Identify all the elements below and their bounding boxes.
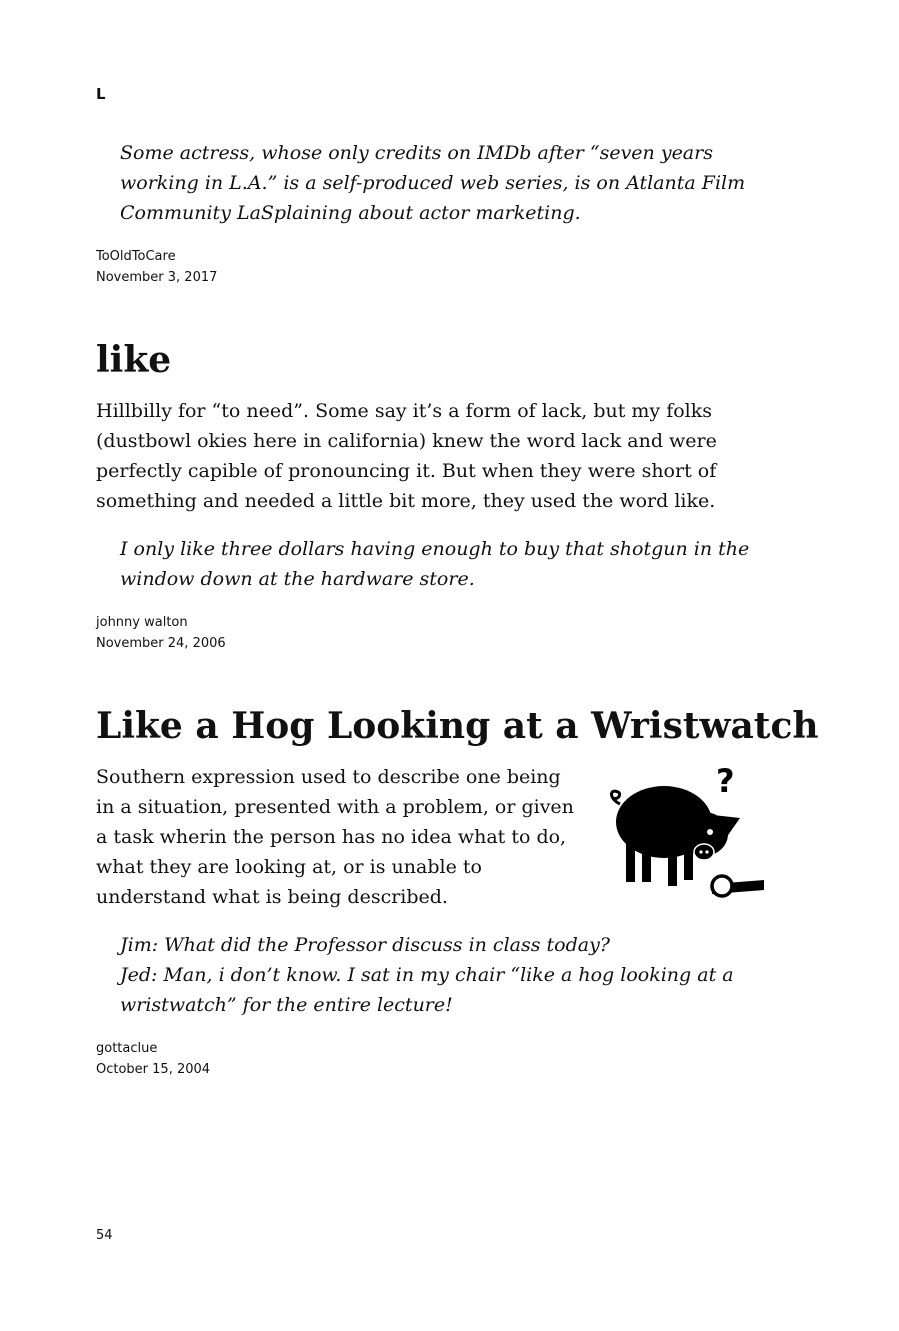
example-line: Community LaSplaining about actor marketing. (120, 202, 581, 224)
definition (96, 762, 574, 912)
headword: like (96, 339, 172, 381)
example-quote (120, 138, 760, 228)
entry-meta (96, 1038, 210, 1080)
example-line: Jed: Man, i don’t know. I sat in my chair “like a hog looking at a (120, 964, 734, 986)
author: gottaclue (96, 1041, 158, 1056)
author: johnny walton (96, 615, 188, 630)
definition-line: in a situation, presented with a problem, or given (96, 796, 574, 818)
definition-line: Hillbilly for “to need”. Some say it’s a form of lack, but my folks (96, 400, 713, 422)
definition-line: perfectly capible of pronouncing it. But when they were short of (96, 460, 717, 482)
definition-line: Southern expression used to describe one being (96, 766, 561, 788)
headword: Like a Hog Looking at a Wristwatch (96, 705, 819, 747)
date: October 15, 2004 (96, 1062, 211, 1077)
date: November 24, 2006 (96, 636, 226, 651)
author: ToOldToCare (96, 249, 176, 264)
page-number: 54 (96, 1228, 113, 1243)
pig-looking-at-wristwatch-icon (604, 762, 768, 902)
svg-text:?: ? (716, 762, 735, 800)
definition (96, 396, 717, 516)
definition-line: understand what is being described. (96, 886, 448, 908)
example-quote (120, 534, 760, 594)
definition-line: something and needed a little bit more, they used the word like. (96, 490, 716, 512)
example-line: window down at the hardware store. (120, 568, 475, 590)
definition-line: what they are looking at, or is unable to (96, 856, 482, 878)
example-quote (120, 930, 760, 1020)
date: November 3, 2017 (96, 270, 218, 285)
entry-meta (96, 612, 226, 654)
entry-meta (96, 246, 217, 288)
example-line: Some actress, whose only credits on IMDb after “seven years (120, 142, 713, 164)
section-letter: L (96, 85, 106, 103)
example-line: Jim: What did the Professor discuss in class today? (120, 934, 610, 956)
example-line: I only like three dollars having enough to buy that shotgun in the (120, 538, 750, 560)
example-line: working in L.A.” is a self-produced web series, is on Atlanta Film (120, 172, 746, 194)
definition-line: (dustbowl okies here in california) knew the word lack and were (96, 430, 717, 452)
example-line: wristwatch” for the entire lecture! (120, 994, 453, 1016)
definition-line: a task wherin the person has no idea what to do, (96, 826, 567, 848)
